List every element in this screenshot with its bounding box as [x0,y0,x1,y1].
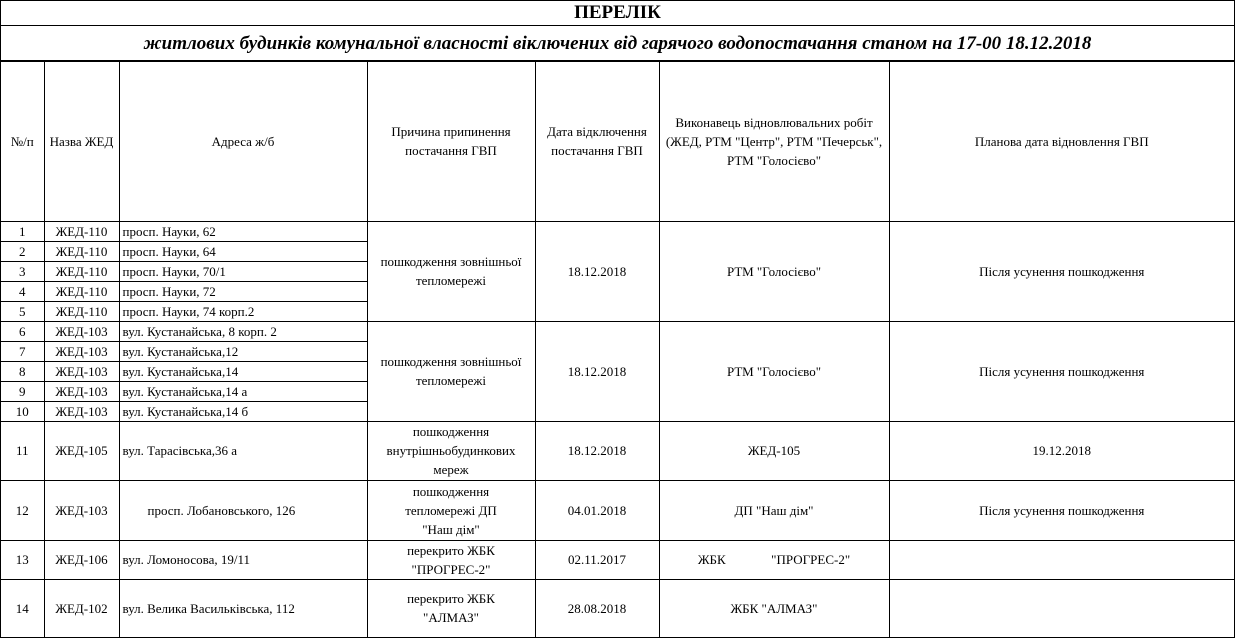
header-address: Адреса ж/б [119,62,367,221]
table-row [1,221,1234,241]
cell-reason: перекрито ЖБК "АЛМАЗ" [367,579,535,637]
cell-num: 7 [1,341,44,361]
cell-zhed: ЖЕД-103 [44,321,119,341]
table-row [1,421,1234,480]
header-executor: Виконавець відновлювальних робіт (ЖЕД, РТМ "Центр", РТМ "Печерськ", РТМ "Голосієво" [659,62,889,221]
cell-address: вул. Кустанайська,14 а [119,381,367,401]
cell-executor: РТМ "Голосієво" [659,321,889,421]
cell-num: 10 [1,401,44,421]
cell-date-off: 18.12.2018 [535,321,659,421]
header-num: №/п [1,62,44,221]
cell-num: 2 [1,241,44,261]
cell-address: вул. Ломоносова, 19/11 [119,540,367,579]
cell-num: 13 [1,540,44,579]
cell-num: 3 [1,261,44,281]
cell-zhed: ЖЕД-103 [44,341,119,361]
cell-address: вул. Кустанайська, 8 корп. 2 [119,321,367,341]
cell-address: вул. Кустанайська,12 [119,341,367,361]
cell-address: просп. Науки, 62 [119,221,367,241]
cell-address: вул. Велика Васильківська, 112 [119,579,367,637]
cell-num: 9 [1,381,44,401]
cell-date-off: 18.12.2018 [535,421,659,480]
cell-zhed: ЖЕД-110 [44,221,119,241]
cell-num: 6 [1,321,44,341]
page-title: ПЕРЕЛІК [1,1,1234,26]
cell-reason: пошкодження внутрішньобудинкових мереж [367,421,535,480]
cell-zhed: ЖЕД-103 [44,401,119,421]
table-row [1,480,1234,540]
cell-executor: РТМ "Голосієво" [659,221,889,321]
cell-reason: пошкодження тепломережі ДП "Наш дім" [367,480,535,540]
cell-planned: Після усунення пошкодження [889,221,1234,321]
cell-planned: 19.12.2018 [889,421,1234,480]
header-row [1,62,1234,221]
cell-executor: ЖБК "АЛМАЗ" [659,579,889,637]
cell-zhed: ЖЕД-110 [44,301,119,321]
cell-planned: Після усунення пошкодження [889,480,1234,540]
cell-address: вул. Кустанайська,14 [119,361,367,381]
cell-num: 4 [1,281,44,301]
header-reason: Причина припинення постачання ГВП [367,62,535,221]
table-row [1,579,1234,637]
cell-address: просп. Науки, 70/1 [119,261,367,281]
table-row [1,321,1234,341]
cell-executor: ДП "Наш дім" [659,480,889,540]
cell-num: 8 [1,361,44,381]
cell-num: 11 [1,421,44,480]
cell-planned [889,540,1234,579]
header-zhed: Назва ЖЕД [44,62,119,221]
cell-zhed: ЖЕД-110 [44,241,119,261]
cell-zhed: ЖЕД-102 [44,579,119,637]
cell-zhed: ЖЕД-103 [44,361,119,381]
cell-zhed: ЖЕД-105 [44,421,119,480]
cell-zhed: ЖЕД-106 [44,540,119,579]
cell-zhed: ЖЕД-103 [44,381,119,401]
cell-date-off: 04.01.2018 [535,480,659,540]
cell-address: вул. Кустанайська,14 б [119,401,367,421]
cell-address: вул. Тарасівська,36 а [119,421,367,480]
cell-num: 5 [1,301,44,321]
cell-reason: пошкодження зовнішньої тепломережі [367,321,535,421]
cell-date-off: 02.11.2017 [535,540,659,579]
cell-reason: пошкодження зовнішньої тепломережі [367,221,535,321]
cell-executor: ЖЕД-105 [659,421,889,480]
table-row [1,540,1234,579]
cell-reason: перекрито ЖБК "ПРОГРЕС-2" [367,540,535,579]
outage-table [1,62,1234,638]
cell-num: 12 [1,480,44,540]
cell-address: просп. Науки, 74 корп.2 [119,301,367,321]
cell-date-off: 18.12.2018 [535,221,659,321]
cell-address: просп. Науки, 72 [119,281,367,301]
cell-num: 14 [1,579,44,637]
cell-num: 1 [1,221,44,241]
cell-address: просп. Лобановського, 126 [119,480,367,540]
cell-planned [889,579,1234,637]
cell-zhed: ЖЕД-110 [44,261,119,281]
cell-zhed: ЖЕД-110 [44,281,119,301]
header-planned: Планова дата відновлення ГВП [889,62,1234,221]
cell-zhed: ЖЕД-103 [44,480,119,540]
cell-planned: Після усунення пошкодження [889,321,1234,421]
page-subtitle: житлових будинків комунальної власності віключених від гарячого водопостачання станом на 17-00 18.12.2018 [1,26,1234,62]
header-date-off: Дата відключення постачання ГВП [535,62,659,221]
cell-address: просп. Науки, 64 [119,241,367,261]
cell-date-off: 28.08.2018 [535,579,659,637]
cell-executor: ЖБК "ПРОГРЕС-2" [659,540,889,579]
